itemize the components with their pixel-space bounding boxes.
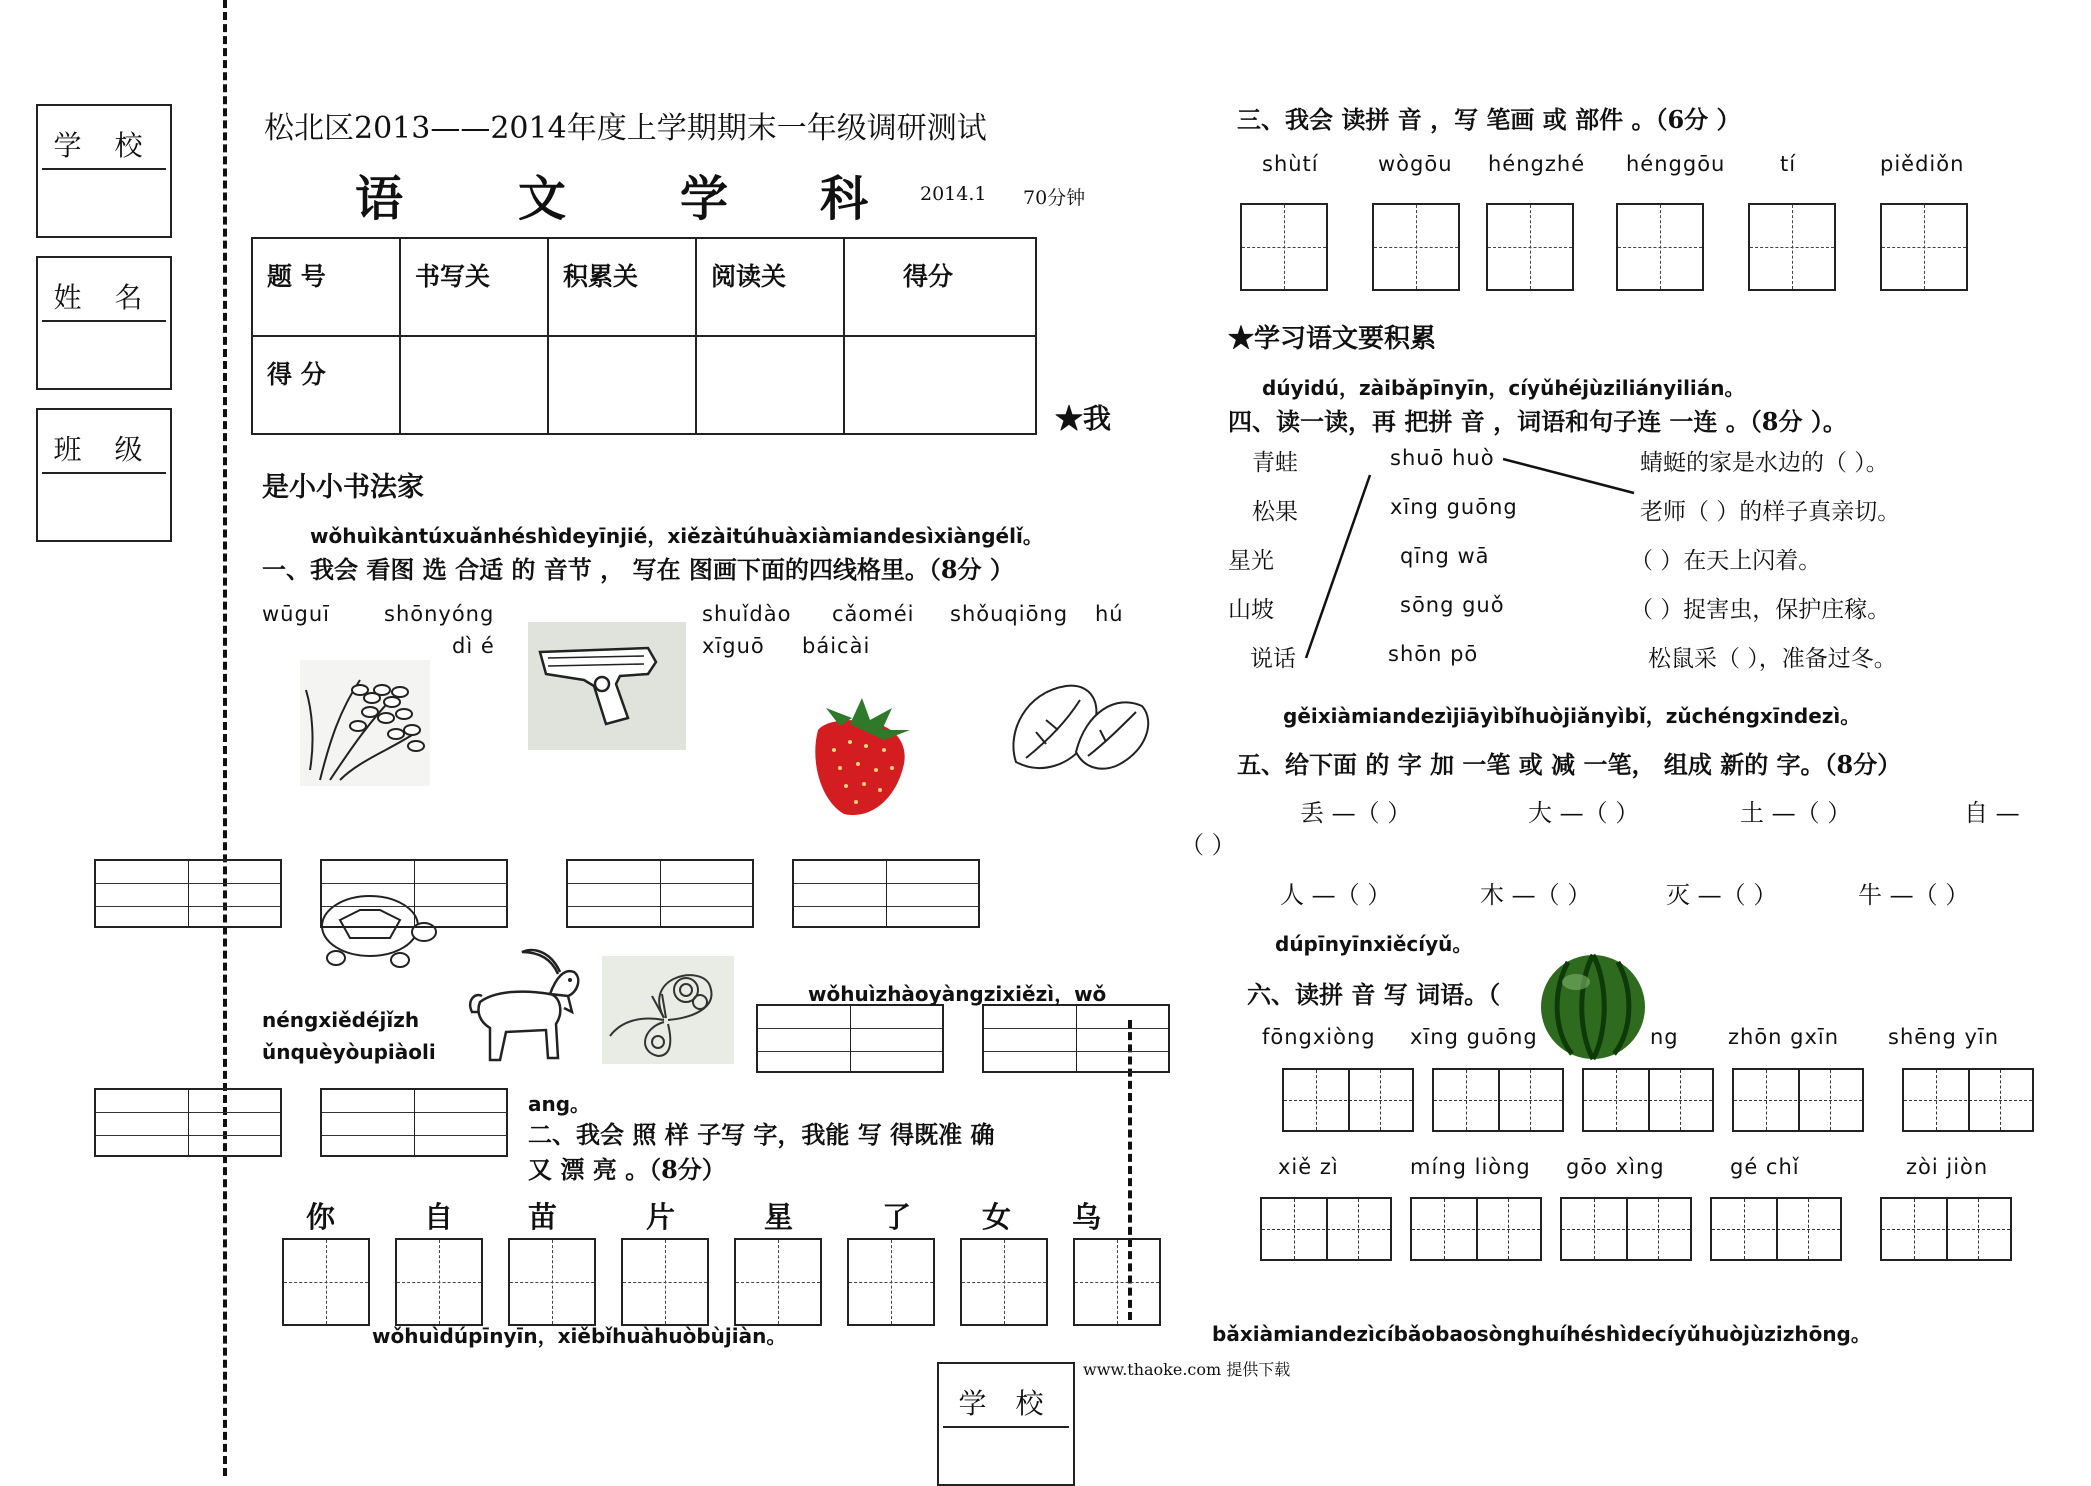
q4-word-2[interactable]: 松果 bbox=[1252, 499, 1298, 525]
q4-sentence-5[interactable]: 松鼠采（ ），准备过冬。 bbox=[1648, 646, 1897, 672]
q5-item-7[interactable]: 灭 —（ ） bbox=[1666, 881, 1778, 909]
exam-title: 松北区2013——2014年度上学期期末一年级调研测试 bbox=[264, 111, 987, 146]
q5-item-8[interactable]: 牛 —（ ） bbox=[1858, 881, 1970, 909]
score-row-label: 得 分 bbox=[252, 336, 400, 434]
score-cell-reading[interactable] bbox=[696, 336, 844, 434]
q6-r2-pinyin-3: gōo xìng bbox=[1566, 1155, 1665, 1179]
q2-char-4: 片 bbox=[646, 1200, 676, 1234]
right-bottom-pinyin: bǎxiàmiandezìcíbǎobaosònghuíhéshìdecíyǔhuòjùzizhōng。 bbox=[1212, 1322, 1871, 1346]
strawberry-illustration bbox=[800, 690, 925, 820]
star-me: ★我 bbox=[1055, 402, 1112, 435]
q3-pinyin-1: shùtí bbox=[1262, 152, 1319, 176]
accum-title: ★学习语文要积累 bbox=[1228, 324, 1437, 354]
q6-pinyin-hint: dúpīnyīnxiěcíyǔ。 bbox=[1275, 932, 1473, 956]
q6-word-grid[interactable] bbox=[1432, 1068, 1564, 1132]
exam-duration: 70分钟 bbox=[1023, 187, 1086, 209]
name-label: 姓 名 bbox=[53, 281, 155, 314]
class-underline bbox=[42, 472, 166, 474]
q2-char-grid[interactable] bbox=[960, 1238, 1048, 1326]
subject-char-4: 科 bbox=[820, 171, 869, 227]
q2-char-8: 乌 bbox=[1072, 1200, 1102, 1234]
school-box[interactable] bbox=[36, 104, 172, 238]
bottom-school-underline bbox=[943, 1426, 1069, 1428]
q6-r2-pinyin-4: gé chǐ bbox=[1730, 1155, 1800, 1179]
bottom-school-box[interactable] bbox=[937, 1362, 1075, 1486]
binding-cut-line bbox=[223, 0, 227, 1476]
q4-word-5[interactable]: 说话 bbox=[1250, 646, 1296, 672]
q4-connector-lines bbox=[1250, 440, 1710, 680]
pistol-illustration bbox=[528, 622, 686, 750]
q2-char-grid[interactable] bbox=[508, 1238, 596, 1326]
q6-word-grid[interactable] bbox=[1710, 1197, 1842, 1261]
q6-r1-pinyin-1: fōngxiòng bbox=[1262, 1025, 1376, 1049]
q1-opt-shouqiang: shǒuqiōng bbox=[950, 602, 1069, 626]
q3-answer-grid[interactable] bbox=[1372, 203, 1460, 291]
subject-char-1: 语 bbox=[355, 171, 404, 227]
exam-date: 2014.1 bbox=[920, 183, 987, 205]
q1-writing-box[interactable] bbox=[792, 859, 980, 928]
q4-sentence-2[interactable]: 老师（ ）的样子真亲切。 bbox=[1640, 499, 1901, 525]
school-label: 学 校 bbox=[53, 129, 155, 162]
q1-pinyin-intro: wǒhuìkàntúxuǎnhéshìdeyīnjié，xiězàitúhuàxiàmiandesìxiàngélǐ。 bbox=[310, 524, 1043, 548]
q5-item-5[interactable]: 人 —（ ） bbox=[1280, 881, 1392, 909]
q5-item-1[interactable]: 丢 —（ ） bbox=[1300, 799, 1412, 827]
score-header-writing: 书写关 bbox=[400, 238, 548, 336]
q6-title: 六、读拼 音 写 词语。（ bbox=[1247, 980, 1501, 1009]
q6-r2-pinyin-2: míng liòng bbox=[1410, 1155, 1531, 1179]
q6-word-grid[interactable] bbox=[1902, 1068, 2034, 1132]
q1-writing-box[interactable] bbox=[320, 1088, 508, 1157]
q4-pinyin-2[interactable]: xīng guōng bbox=[1390, 495, 1518, 519]
q1-opt-xigua: xīguō bbox=[702, 634, 765, 658]
watermelon-illustration bbox=[1538, 952, 1648, 1062]
q6-word-grid[interactable] bbox=[1410, 1197, 1542, 1261]
goat-illustration bbox=[456, 938, 586, 1070]
q2-char-3: 苗 bbox=[528, 1200, 558, 1234]
q1-writing-box[interactable] bbox=[94, 1088, 282, 1157]
q3-answer-grid[interactable] bbox=[1240, 203, 1328, 291]
q2-char-1: 你 bbox=[306, 1200, 336, 1234]
q4-title: 四、读一读，再 把拼 音 ，词语和句子连 一连 。（8分 ）。 bbox=[1228, 407, 1847, 436]
q1-opt-die: dì é bbox=[452, 634, 495, 658]
footer-site: www.thaoke.com 提供下载 bbox=[1083, 1360, 1291, 1379]
q1-writing-box[interactable] bbox=[94, 859, 282, 928]
q6-r2-pinyin-1: xiě zì bbox=[1278, 1155, 1339, 1179]
q2-char-grid[interactable] bbox=[734, 1238, 822, 1326]
q1-writing-box[interactable] bbox=[320, 859, 508, 928]
q3-pinyin-4: hénggōu bbox=[1626, 152, 1726, 176]
q5-item-3[interactable]: 土 —（ ） bbox=[1740, 799, 1852, 827]
calligrapher-text: 是小小书法家 bbox=[262, 472, 424, 503]
q6-r1-pinyin-4: zhōn gxīn bbox=[1728, 1025, 1840, 1049]
q5-item-6[interactable]: 木 —（ ） bbox=[1480, 881, 1592, 909]
q1-title: 一、我会 看图 选 合适 的 音节 ， 写在 图画下面的四线格里。（8分 ） bbox=[262, 555, 1014, 584]
score-header-reading: 阅读关 bbox=[696, 238, 844, 336]
q5-item-4[interactable]: 自 — bbox=[1964, 799, 2020, 827]
mid-pinyin-1: néngxiědéjǐzh bbox=[262, 1008, 420, 1032]
score-table bbox=[251, 237, 1037, 435]
school-underline bbox=[42, 168, 166, 170]
q4-pinyin-3[interactable]: qīng wā bbox=[1400, 544, 1490, 568]
q6-r1-pinyin-5: shēng yīn bbox=[1888, 1025, 2000, 1049]
q3-answer-grid[interactable] bbox=[1748, 203, 1836, 291]
name-underline bbox=[42, 320, 166, 322]
q3-answer-grid[interactable] bbox=[1616, 203, 1704, 291]
q6-word-grid[interactable] bbox=[1282, 1068, 1414, 1132]
score-header-total: 得分 bbox=[844, 238, 1036, 336]
score-header-item: 题 号 bbox=[252, 238, 400, 336]
q2-char-7: 女 bbox=[982, 1200, 1012, 1234]
q5-item-4-blank[interactable]: （ ） bbox=[1180, 831, 1236, 859]
q6-r2-pinyin-5: zòi jiòn bbox=[1906, 1155, 1989, 1179]
q4-pinyin-5[interactable]: shōn pō bbox=[1388, 642, 1479, 666]
q2-char-grid[interactable] bbox=[621, 1238, 709, 1326]
q3-answer-grid[interactable] bbox=[1880, 203, 1968, 291]
cabbage-illustration bbox=[996, 672, 1156, 784]
q5-item-2[interactable]: 大 —（ ） bbox=[1528, 799, 1640, 827]
q6-r1-pinyin-3: ng bbox=[1650, 1025, 1679, 1049]
q6-word-grid[interactable] bbox=[1732, 1068, 1864, 1132]
q3-pinyin-3: héngzhé bbox=[1488, 152, 1586, 176]
q4-sentence-1[interactable]: 蜻蜓的家是水边的（ ）。 bbox=[1640, 450, 1889, 476]
q2-char-6: 了 bbox=[882, 1200, 912, 1234]
q4-sentence-3[interactable]: （ ）在天上闪着。 bbox=[1630, 548, 1822, 574]
mid-pinyin-4: ang。 bbox=[528, 1092, 591, 1116]
q2-char-grid[interactable] bbox=[847, 1238, 935, 1326]
q2-char-5: 星 bbox=[764, 1200, 794, 1234]
q1-opt-baicai: báicài bbox=[802, 634, 871, 658]
score-cell-writing[interactable] bbox=[400, 336, 548, 434]
subject-char-3: 学 bbox=[680, 171, 729, 227]
q1-writing-box[interactable] bbox=[982, 1004, 1170, 1073]
q2-char-grid[interactable] bbox=[1073, 1238, 1161, 1326]
q4-word-1[interactable]: 青蛙 bbox=[1252, 450, 1298, 476]
q3-pinyin-2: wògōu bbox=[1378, 152, 1453, 176]
q2-title-line2: 又 漂 亮 。（8分） bbox=[528, 1155, 726, 1184]
q1-opt-shuidao: shuǐdào bbox=[702, 602, 792, 626]
q3-answer-grid[interactable] bbox=[1486, 203, 1574, 291]
q2-char-2: 自 bbox=[424, 1200, 454, 1234]
q4-pinyin-1[interactable]: shuō huò bbox=[1390, 446, 1495, 470]
q1-opt-hu: hú bbox=[1095, 602, 1124, 626]
bottom-school-label: 学 校 bbox=[958, 1387, 1054, 1420]
butterfly-illustration bbox=[602, 956, 734, 1064]
class-box[interactable] bbox=[36, 408, 172, 542]
score-cell-total[interactable] bbox=[844, 336, 1036, 434]
q6-word-grid[interactable] bbox=[1260, 1197, 1392, 1261]
class-label: 班 级 bbox=[53, 433, 155, 466]
q4-word-4[interactable]: 山坡 bbox=[1228, 597, 1274, 623]
rice-plant-illustration bbox=[300, 660, 430, 786]
q3-pinyin-6: piědiǒn bbox=[1880, 152, 1965, 176]
q3-pinyin-5: tí bbox=[1780, 152, 1797, 176]
name-box[interactable] bbox=[36, 256, 172, 390]
q6-word-grid[interactable] bbox=[1880, 1197, 2012, 1261]
q1-writing-box[interactable] bbox=[566, 859, 754, 928]
mid-pinyin-2: ǔnquèyòupiàoli bbox=[262, 1040, 436, 1064]
mid-pinyin-3: wǒhuìzhàoyàngzixiězì，wǒ bbox=[808, 982, 1107, 1006]
score-header-accum: 积累关 bbox=[548, 238, 696, 336]
q5-title: 五、给下面 的 字 加 一笔 或 减 一笔， 组成 新的 字。（8分） bbox=[1237, 750, 1902, 779]
q6-word-grid[interactable] bbox=[1582, 1068, 1714, 1132]
q4-sentence-4[interactable]: （ ）捉害虫，保护庄稼。 bbox=[1630, 597, 1891, 623]
q6-word-grid[interactable] bbox=[1560, 1197, 1692, 1261]
q1-opt-caomei: cǎoméi bbox=[832, 602, 915, 626]
score-cell-accum[interactable] bbox=[548, 336, 696, 434]
subject-char-2: 文 bbox=[518, 171, 567, 227]
q2-char-grid[interactable] bbox=[395, 1238, 483, 1326]
q2-title-line1: 二、我会 照 样 子写 字，我能 写 得既准 确 bbox=[528, 1120, 995, 1149]
left-bottom-pinyin: wǒhuìdúpīnyīn，xiěbǐhuàhuòbùjiàn。 bbox=[372, 1324, 787, 1348]
q1-opt-shanyang: shōnyóng bbox=[384, 602, 495, 626]
q4-pinyin-4[interactable]: sōng guǒ bbox=[1400, 593, 1505, 617]
q1-writing-box[interactable] bbox=[756, 1004, 944, 1073]
q1-opt-wugui: wūguī bbox=[262, 602, 330, 626]
q4-word-3[interactable]: 星光 bbox=[1228, 548, 1274, 574]
q5-pinyin: gěixiàmiandezìjiāyìbǐhuòjiǎnyìbǐ，zǔchéngxīndezì。 bbox=[1283, 704, 1861, 728]
q3-title: 三、我会 读拼 音 ，写 笔画 或 部件 。（6分 ） bbox=[1237, 105, 1741, 134]
q6-r1-pinyin-2: xīng guōng bbox=[1410, 1025, 1538, 1049]
accum-pinyin: dúyidú，zàibǎpīnyīn，cíyǔhéjùziliányilián。 bbox=[1262, 376, 1745, 400]
q2-char-grid[interactable] bbox=[282, 1238, 370, 1326]
